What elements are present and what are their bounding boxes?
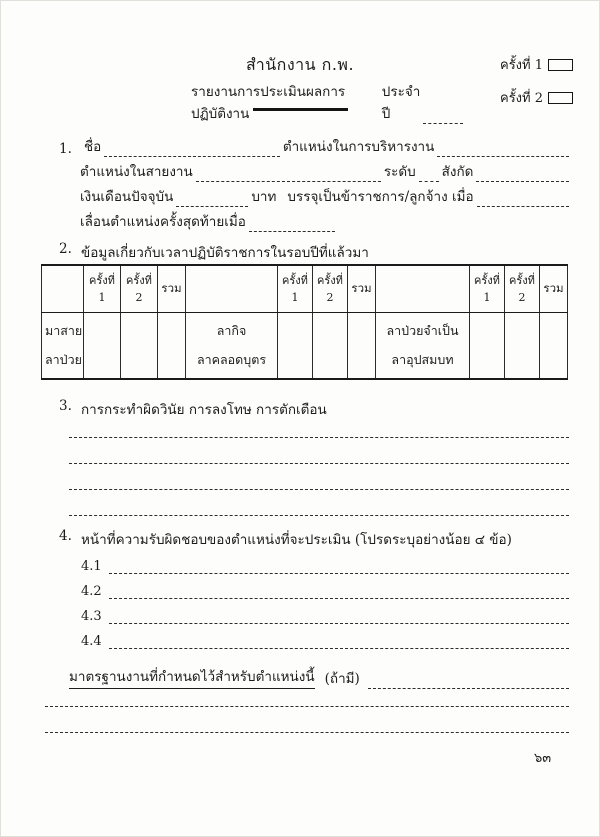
group3-round2-cell[interactable] <box>505 312 540 379</box>
group1-total-cell[interactable] <box>158 312 186 379</box>
group1-leave-types: มาสาย ลาป่วย <box>42 312 84 379</box>
section-4-title: หน้าที่ความรับผิดชอบของตำแหน่งที่จะประเมิน (โปรดระบุอย่างน้อย ๔ ข้อ) <box>81 532 512 548</box>
year-blank-field[interactable] <box>423 111 463 124</box>
group2-total-cell[interactable] <box>348 312 376 379</box>
duty-blank-field[interactable] <box>109 611 569 624</box>
salary-label: เงินเดือนปัจจุบัน <box>80 189 174 205</box>
standards-if-any-note: (ถ้ามี) <box>324 671 360 687</box>
section-2-number: 2. <box>59 241 72 257</box>
salary-blank-field[interactable] <box>176 194 248 207</box>
group2-round1-cell[interactable] <box>278 312 313 379</box>
form-title-row <box>191 80 463 124</box>
round-1-label: ครั้งที่ 1 <box>500 58 543 73</box>
section-personal-info <box>59 132 569 232</box>
section-2-title: ข้อมูลเกี่ยวกับเวลาปฏิบัติราชการในรอบปีที่แล้วมา <box>81 245 369 261</box>
admin-position-label: ตำแหน่งในการบริหารงาน <box>282 139 435 155</box>
promotion-label: เลื่อนตำแหน่งครั้งสุดท้ายเมื่อ <box>80 214 246 230</box>
group2-round2-header: ครั้งที่ 2 <box>313 265 348 312</box>
duty-item-row <box>81 599 569 624</box>
round-2-checkbox[interactable] <box>548 92 573 104</box>
group2-round2-cell[interactable] <box>313 312 348 379</box>
duty-item-row <box>81 624 569 649</box>
writing-line[interactable] <box>69 438 569 464</box>
group3-total-cell[interactable] <box>540 312 568 379</box>
promotion-blank-field[interactable] <box>249 219 335 232</box>
level-label: ระดับ <box>383 164 416 180</box>
round-1-checkbox[interactable] <box>548 59 573 71</box>
baht-label: บาท <box>251 189 277 205</box>
group3-leave-types: ลาป่วยจำเป็น ลาอุปสมบท <box>376 312 470 379</box>
section-duties-heading <box>59 528 569 550</box>
duty-item-number: 4.4 <box>81 634 102 649</box>
section-leave-heading <box>59 241 569 263</box>
admin-position-blank-field[interactable] <box>437 144 569 157</box>
round-checkboxes <box>463 54 573 120</box>
duty-item-row <box>81 549 569 574</box>
duty-item-row <box>81 574 569 599</box>
section-1-number: 1. <box>59 141 72 157</box>
form-title: รายงานการประเมินผลการปฏิบัติงาน <box>191 84 346 122</box>
promotion-row <box>59 207 569 232</box>
title-divider <box>253 108 348 111</box>
group1-round1-cell[interactable] <box>84 312 121 379</box>
group3-round1-header: ครั้งที่ 1 <box>470 265 505 312</box>
writing-line[interactable] <box>45 707 569 733</box>
section-3-title: การกระทำผิดวินัย การลงโทษ การตักเตือน <box>81 402 327 418</box>
group2-round1-header: ครั้งที่ 1 <box>278 265 313 312</box>
table-body-row <box>42 312 568 379</box>
group1-round2-cell[interactable] <box>121 312 158 379</box>
duty-item-number: 4.2 <box>81 584 102 599</box>
standards-title: มาตรฐานงานที่กำหนดไว้สำหรับตำแหน่งนี้ <box>69 665 315 689</box>
affiliation-blank-field[interactable] <box>476 169 569 182</box>
group3-label-header <box>376 265 470 312</box>
name-row <box>59 132 569 157</box>
table-header-row <box>42 265 568 312</box>
group1-label-header <box>42 265 84 312</box>
writing-line[interactable] <box>69 490 569 516</box>
writing-line[interactable] <box>45 681 569 707</box>
group3-round1-cell[interactable] <box>470 312 505 379</box>
duty-blank-field[interactable] <box>109 561 569 574</box>
appointed-blank-field[interactable] <box>477 194 569 207</box>
round-2-row <box>463 87 573 108</box>
line-position-blank-field[interactable] <box>196 169 381 182</box>
standards-writing-area <box>45 681 569 733</box>
writing-line[interactable] <box>69 464 569 490</box>
duties-list <box>81 549 569 649</box>
duty-blank-field[interactable] <box>109 586 569 599</box>
agency-title: สำนักงาน ก.พ. <box>245 55 355 74</box>
salary-row <box>59 182 569 207</box>
duty-blank-field[interactable] <box>109 636 569 649</box>
line-position-row <box>59 157 569 182</box>
line-position-label: ตำแหน่งในสายงาน <box>80 164 193 180</box>
group2-label-header <box>186 265 278 312</box>
section-4-number: 4. <box>59 528 72 544</box>
writing-line[interactable] <box>69 412 569 438</box>
level-blank-field[interactable] <box>419 169 439 182</box>
affiliation-label: สังกัด <box>441 164 474 180</box>
round-1-row <box>463 54 573 75</box>
group2-total-header: รวม <box>348 265 376 312</box>
name-blank-field[interactable] <box>104 144 280 157</box>
leave-record-table <box>41 264 568 380</box>
duty-item-number: 4.3 <box>81 609 102 624</box>
duty-item-number: 4.1 <box>81 559 102 574</box>
appointed-label: บรรจุเป็นข้าราชการ/ลูกจ้าง เมื่อ <box>287 189 474 205</box>
group1-round2-header: ครั้งที่ 2 <box>121 265 158 312</box>
section-3-number: 3. <box>59 398 72 414</box>
name-label: ชื่อ <box>84 139 102 155</box>
page-number: ๖๓ <box>534 751 552 766</box>
group1-total-header: รวม <box>158 265 186 312</box>
group1-round1-header: ครั้งที่ 1 <box>84 265 121 312</box>
group3-round2-header: ครั้งที่ 2 <box>505 265 540 312</box>
group2-leave-types: ลากิจ ลาคลอดบุตร <box>186 312 278 379</box>
group3-total-header: รวม <box>540 265 568 312</box>
discipline-writing-area <box>69 412 569 516</box>
round-2-label: ครั้งที่ 2 <box>500 91 543 106</box>
year-label: ประจำปี <box>381 84 421 122</box>
